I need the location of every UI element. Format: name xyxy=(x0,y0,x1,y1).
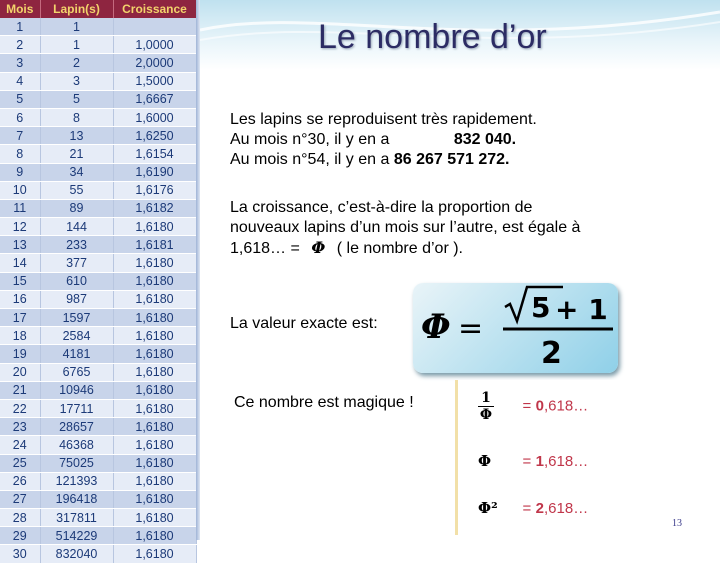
cell-croissance: 1,6180 xyxy=(113,290,196,308)
cell-lapins: 832040 xyxy=(40,545,113,563)
cell-mois: 12 xyxy=(0,218,40,236)
line-1: Les lapins se reproduisent très rapidement. xyxy=(230,111,537,128)
cell-lapins: 5 xyxy=(40,90,113,108)
identity-int: 1 xyxy=(535,453,545,470)
cell-croissance: 1,6180 xyxy=(113,509,196,527)
mois-30-value: 832 040. xyxy=(453,131,517,148)
cell-croissance: 1,6180 xyxy=(113,272,196,290)
cell-lapins: 34 xyxy=(40,163,113,181)
table-row xyxy=(0,145,196,163)
cell-lapins: 2584 xyxy=(40,327,113,345)
table-row xyxy=(0,509,196,527)
table-row xyxy=(0,472,196,490)
table-row xyxy=(0,327,196,345)
line-2-prefix: Au mois n°30, il y en a xyxy=(230,131,390,148)
cell-lapins: 6765 xyxy=(40,363,113,381)
cell-lapins: 21 xyxy=(40,145,113,163)
cell-mois: 8 xyxy=(0,145,40,163)
cell-croissance xyxy=(113,18,196,36)
cell-mois: 19 xyxy=(0,345,40,363)
cell-mois: 20 xyxy=(0,363,40,381)
cell-lapins: 233 xyxy=(40,236,113,254)
cell-croissance: 1,6180 xyxy=(113,254,196,272)
cell-mois: 9 xyxy=(0,163,40,181)
table-row xyxy=(0,72,196,90)
cell-croissance: 1,6180 xyxy=(113,436,196,454)
cell-mois: 27 xyxy=(0,490,40,508)
line-3-prefix: Au mois n°54, il y en a xyxy=(230,151,390,168)
cell-mois: 3 xyxy=(0,54,40,72)
cell-lapins: 46368 xyxy=(40,436,113,454)
cell-croissance: 1,6182 xyxy=(113,199,196,217)
page-title: Le nombre d’or xyxy=(318,18,547,56)
table-row xyxy=(0,108,196,126)
cell-croissance: 1,6180 xyxy=(113,472,196,490)
cell-lapins: 610 xyxy=(40,272,113,290)
cell-croissance: 1,6180 xyxy=(113,327,196,345)
cell-mois: 21 xyxy=(0,381,40,399)
table-row xyxy=(0,454,196,472)
table-row xyxy=(0,199,196,217)
table-row xyxy=(0,218,196,236)
cell-lapins: 10946 xyxy=(40,381,113,399)
cell-lapins: 514229 xyxy=(40,527,113,545)
cell-mois: 29 xyxy=(0,527,40,545)
cell-mois: 28 xyxy=(0,509,40,527)
formula-sqrt-arg: 5 xyxy=(531,291,551,324)
cell-lapins: 317811 xyxy=(40,509,113,527)
cell-mois: 23 xyxy=(0,418,40,436)
identity-decimals: ,618… xyxy=(544,453,589,470)
cell-lapins: 1597 xyxy=(40,309,113,327)
cell-mois: 25 xyxy=(0,454,40,472)
identity-equals: = xyxy=(522,500,532,517)
table-row xyxy=(0,36,196,54)
table-row xyxy=(0,90,196,108)
table-row xyxy=(0,290,196,308)
cell-croissance: 1,6180 xyxy=(113,527,196,545)
mois-54-value: 86 267 571 272. xyxy=(393,151,510,168)
table-row xyxy=(0,163,196,181)
identity-int: 2 xyxy=(535,500,545,517)
cell-croissance: 1,6667 xyxy=(113,90,196,108)
cell-mois: 15 xyxy=(0,272,40,290)
cell-croissance: 1,6180 xyxy=(113,363,196,381)
cell-lapins: 55 xyxy=(40,181,113,199)
table-row xyxy=(0,127,196,145)
identity-int: 0 xyxy=(535,397,545,415)
inverse-denominator: Φ xyxy=(479,407,493,423)
cell-mois: 17 xyxy=(0,309,40,327)
table-row xyxy=(0,381,196,399)
cell-croissance: 1,6181 xyxy=(113,236,196,254)
identity-inverse xyxy=(478,390,589,423)
cell-mois: 7 xyxy=(0,127,40,145)
croissance-suffix: ( le nombre d’or ). xyxy=(336,240,463,257)
cell-croissance: 1,6154 xyxy=(113,145,196,163)
formula-phi: Φ xyxy=(421,307,451,347)
phi-label: Φ xyxy=(478,452,492,470)
cell-mois: 30 xyxy=(0,545,40,563)
table-row xyxy=(0,181,196,199)
cell-mois: 2 xyxy=(0,36,40,54)
cell-lapins: 8 xyxy=(40,108,113,126)
header-croissance: Croissance xyxy=(113,0,196,18)
cell-mois: 24 xyxy=(0,436,40,454)
identity-equals: = xyxy=(522,397,532,415)
header-lapins: Lapin(s) xyxy=(40,0,113,18)
cell-mois: 13 xyxy=(0,236,40,254)
cell-mois: 1 xyxy=(0,18,40,36)
table-row xyxy=(0,527,196,545)
phi-symbol: Φ xyxy=(311,238,326,257)
table-header-row xyxy=(0,0,196,18)
table-body xyxy=(0,18,196,563)
cell-croissance: 1,6180 xyxy=(113,418,196,436)
cell-lapins: 987 xyxy=(40,290,113,308)
cell-croissance: 1,6180 xyxy=(113,218,196,236)
identity-decimals: ,618… xyxy=(544,397,589,415)
cell-croissance: 1,6190 xyxy=(113,163,196,181)
table-row xyxy=(0,418,196,436)
cell-mois: 26 xyxy=(0,472,40,490)
cell-mois: 4 xyxy=(0,72,40,90)
formula-plus-one: + 1 xyxy=(555,293,608,326)
cell-mois: 11 xyxy=(0,199,40,217)
formula-denominator: 2 xyxy=(541,336,562,371)
phi-identities-panel xyxy=(455,380,623,535)
formula-graphic xyxy=(413,283,618,373)
cell-lapins: 75025 xyxy=(40,454,113,472)
cell-lapins: 3 xyxy=(40,72,113,90)
cell-mois: 6 xyxy=(0,108,40,126)
cell-lapins: 89 xyxy=(40,199,113,217)
slide-number: 13 xyxy=(672,518,682,529)
cell-croissance: 1,6180 xyxy=(113,399,196,417)
table-row xyxy=(0,272,196,290)
fibonacci-table xyxy=(0,0,197,564)
table-row xyxy=(0,18,196,36)
cell-lapins: 377 xyxy=(40,254,113,272)
formula-equals: = xyxy=(458,311,484,346)
paragraph-lapins xyxy=(230,110,590,170)
cell-croissance: 1,6180 xyxy=(113,545,196,563)
cell-mois: 22 xyxy=(0,399,40,417)
cell-lapins: 196418 xyxy=(40,490,113,508)
table-row xyxy=(0,436,196,454)
cell-lapins: 121393 xyxy=(40,472,113,490)
valeur-exacte-label: La valeur exacte est: xyxy=(230,315,378,332)
identity-phi-squared xyxy=(478,499,588,523)
cell-croissance: 1,6180 xyxy=(113,490,196,508)
paragraph-croissance xyxy=(230,198,590,259)
cell-lapins: 144 xyxy=(40,218,113,236)
table-row xyxy=(0,54,196,72)
header-mois: Mois xyxy=(0,0,40,18)
inverse-fraction xyxy=(478,390,518,423)
cell-croissance: 1,6176 xyxy=(113,181,196,199)
table-row xyxy=(0,490,196,508)
cell-croissance: 1,6180 xyxy=(113,309,196,327)
cell-croissance: 1,0000 xyxy=(113,36,196,54)
table-row xyxy=(0,254,196,272)
table-row xyxy=(0,236,196,254)
inverse-numerator: 1 xyxy=(478,390,494,407)
table-row xyxy=(0,309,196,327)
golden-ratio-formula xyxy=(413,283,618,373)
cell-mois: 16 xyxy=(0,290,40,308)
table-row xyxy=(0,399,196,417)
phi-squared-label: Φ² xyxy=(478,499,498,517)
column-divider xyxy=(196,0,200,540)
cell-mois: 14 xyxy=(0,254,40,272)
cell-croissance: 1,6180 xyxy=(113,381,196,399)
table-row xyxy=(0,545,196,563)
croissance-text: La croissance, c’est-à-dire la proportion de nouveaux lapins d’un mois sur l’autre, est égale à 1,618… = xyxy=(230,199,581,257)
table-row xyxy=(0,345,196,363)
cell-lapins: 4181 xyxy=(40,345,113,363)
cell-lapins: 28657 xyxy=(40,418,113,436)
table-row xyxy=(0,363,196,381)
identity-equals: = xyxy=(522,453,532,470)
cell-croissance: 1,5000 xyxy=(113,72,196,90)
cell-croissance: 2,0000 xyxy=(113,54,196,72)
cell-lapins: 13 xyxy=(40,127,113,145)
identity-decimals: ,618… xyxy=(544,500,589,517)
cell-croissance: 1,6000 xyxy=(113,108,196,126)
cell-lapins: 2 xyxy=(40,54,113,72)
cell-croissance: 1,6180 xyxy=(113,345,196,363)
magique-label: Ce nombre est magique ! xyxy=(234,394,414,411)
cell-croissance: 1,6250 xyxy=(113,127,196,145)
identity-phi xyxy=(478,452,588,476)
cell-lapins: 17711 xyxy=(40,399,113,417)
cell-mois: 5 xyxy=(0,90,40,108)
cell-mois: 18 xyxy=(0,327,40,345)
cell-mois: 10 xyxy=(0,181,40,199)
cell-lapins: 1 xyxy=(40,36,113,54)
cell-lapins: 1 xyxy=(40,18,113,36)
cell-croissance: 1,6180 xyxy=(113,454,196,472)
